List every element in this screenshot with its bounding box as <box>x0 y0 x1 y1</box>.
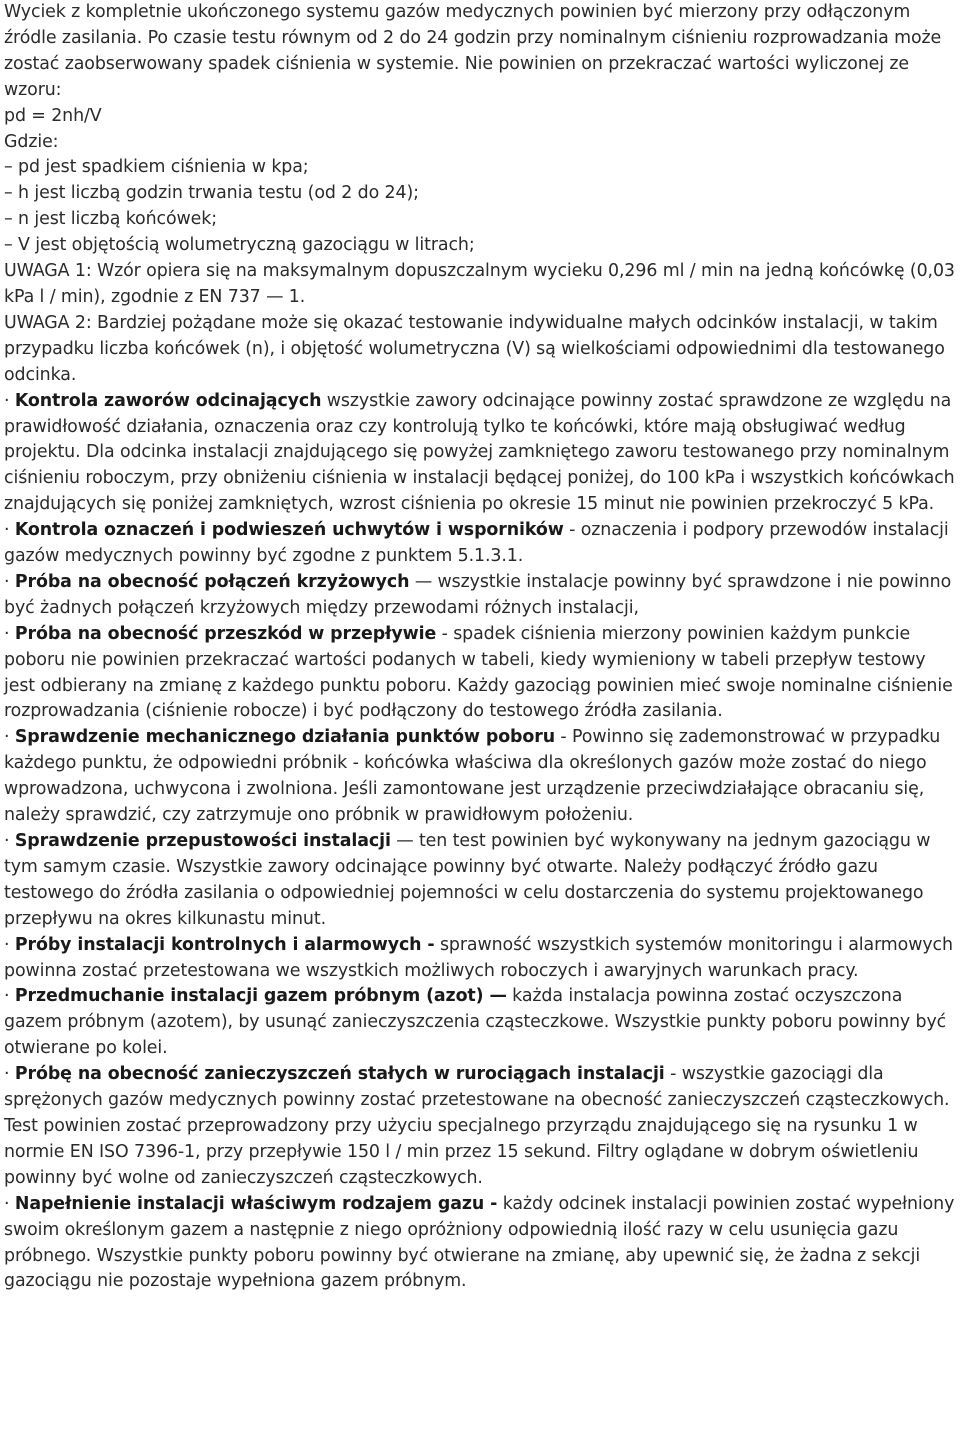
bullet: · <box>4 934 15 955</box>
section-text: - wszystkie gazociągi dla sprężonych gazów medycznych powinny zostać przetestowane na obecność zanieczyszczeń cząsteczkowych. Test powinien zostać przeprowadzony przy użyciu specjalnego przyrządu znajdującego się na rysunku 1 w normie EN ISO 7396-1, przy przepływie 150 l / min przez 15 sekund. Filtry oglądane w dobrym oświetleniu powinny być wolne od zanieczyszczeń cząsteczkowych. <box>4 1064 950 1188</box>
section-title: Kontrola oznaczeń i podwieszeń uchwytów i wsporników <box>14 520 564 541</box>
definition-h: – h jest liczbą godzin trwania testu (od 2 do 24); <box>4 183 419 204</box>
bullet: · <box>4 623 15 644</box>
section-title: Sprawdzenie przepustowości instalacji <box>14 831 391 851</box>
section-markings-supports <box>4 518 960 570</box>
bullet: · <box>4 390 15 411</box>
section-text: - oznaczenia i podpory przewodów instalacji gazów medycznych powinny być zgodne z punktem 5.1.3.1. <box>4 520 949 567</box>
section-flow-obstruction <box>4 622 960 726</box>
section-cross-connection <box>4 570 960 622</box>
section-text: sprawność wszystkich systemów monitoringu i alarmowych powinna zostać przetestowana we wszystkich możliwych roboczych i awaryjnych warunkach pracy. <box>4 934 953 981</box>
intro-paragraph: Wyciek z kompletnie ukończonego systemu gazów medycznych powinien być mierzony przy odłączonym źródle zasilania. Po czasie testu równym od 2 do 24 godzin przy nominalnym ciśnieniu rozprowadzania może zostać zaobserwowany spadek ciśnienia w systemie. Nie powinien on przekraczać wartości wyliczonej ze wzoru: <box>4 2 942 100</box>
section-title: Próbę na obecność zanieczyszczeń stałych w rurociągach instalacji <box>14 1064 665 1085</box>
section-capacity-check <box>4 829 960 933</box>
section-text: każdy odcinek instalacji powinien zostać wypełniony swoim określonym gazem a następnie z niego opróżniony odpowiednią ilość razy w celu usunięcia gazu próbnego. Wszystkie punkty poboru powinny być otwierane na zmianę, aby upewnić się, że żadna z sekcji gazociągu nie pozostaje wypełniona gazem próbnym. <box>4 1193 955 1292</box>
note-2: UWAGA 2: Bardziej pożądane może się okazać testowanie indywidualne małych odcinków instalacji, w takim przypadku liczba końcówek (n), i objętość wolumetryczna (V) są wielkościami odpowiednimi dla testowanego odcinka. <box>4 312 945 385</box>
section-text: wszystkie zawory odcinające powinny zostać sprawdzone ze względu na prawidłowość działania, oznaczenia oraz czy kontrolują tylko te końcówki, które mają obsługiwać według projektu. Dla odcinka instalacji znajdującego się powyżej zamkniętego zaworu testowanego przy nominalnym ciśnieniu roboczym, przy obniżeniu ciśnienia w instalacji będącej poniżej, do 100 kPa i wszystkich końcówkach znajdujących się poniżej zamkniętych, wzrost ciśnienia po okresie 15 minut nie powinien przekroczyć 5 kPa. <box>4 390 955 515</box>
formula: pd = 2nh/V <box>4 105 102 126</box>
section-text: — ten test powinien być wykonywany na jednym gazociągu w tym samym czasie. Wszystkie zawory odcinające powinny być otwarte. Należy podłączyć źródło gazu testowego do źródła zasilania o odpowiedniej pojemności w celu dostarczenia do systemu projektowanego przepływu na okres kilkunastu minut. <box>4 831 931 929</box>
section-title: Przedmuchanie instalacji gazem próbnym (azot) — <box>14 986 507 1007</box>
section-text: — wszystkie instalacje powinny być sprawdzone i nie powinno być żadnych połączeń krzyżowych między przewodami różnych instalacji, <box>4 571 952 618</box>
bullet: · <box>4 1193 15 1214</box>
bullet: · <box>4 986 15 1007</box>
section-title: Sprawdzenie mechanicznego działania punktów poboru <box>14 727 555 748</box>
section-text: - Powinno się zademonstrować w przypadku każdego punktu, że odpowiedni próbnik - końcówka właściwa dla określonych gazów może zostać do niego wprowadzona, uchwycona i zwolniona. Jeśli zamontowane jest urządzenie przeciwdziałające obracaniu się, należy sprawdzić, czy zatrzymuje ono próbnik w prawidłowym położeniu. <box>4 727 941 826</box>
bullet: · <box>4 831 15 851</box>
definition-pd: – pd jest spadkiem ciśnienia w kpa; <box>4 157 309 178</box>
bullet: · <box>4 727 15 748</box>
section-title: Próby instalacji kontrolnych i alarmowych - <box>14 934 435 955</box>
section-title: Próba na obecność połączeń krzyżowych <box>14 571 410 592</box>
section-alarm-tests <box>4 933 960 985</box>
section-title: Próba na obecność przeszkód w przepływie <box>14 623 437 644</box>
bullet: · <box>4 520 15 541</box>
section-gas-filling <box>4 1192 960 1296</box>
note-1: UWAGA 1: Wzór opiera się na maksymalnym dopuszczalnym wycieku 0,296 ml / min na jedną końcówkę (0,03 kPa l / min), zgodnie z EN 737 — 1. <box>4 261 955 307</box>
section-particulate-test <box>4 1062 960 1192</box>
section-text: każda instalacja powinna zostać oczyszczona gazem próbnym (azotem), by usunąć zanieczyszczenia cząsteczkowe. Wszystkie punkty poboru powinny być otwierane po kolei. <box>4 986 947 1059</box>
definition-n: – n jest liczbą końcówek; <box>4 209 217 230</box>
bullet: · <box>4 1064 15 1085</box>
where-label: Gdzie: <box>4 131 59 152</box>
bullet: · <box>4 571 15 592</box>
section-mechanical-check <box>4 725 960 829</box>
section-valve-control <box>4 389 960 519</box>
section-title: Napełnienie instalacji właściwym rodzajem gazu - <box>14 1193 498 1214</box>
section-text: - spadek ciśnienia mierzony powinien każdym punkcie poboru nie powinien przekraczać wartości podanych w tabeli, kiedy wymieniony w tabeli przepływ testowy jest odbierany na zmianę z każdego punktu poboru. Każdy gazociąg powinien mieć swoje nominalne ciśnienie rozprowadzania (ciśnienie robocze) i być podłączony do testowego źródła zasilania. <box>4 623 953 722</box>
definition-v: – V jest objętością wolumetryczną gazociągu w litrach; <box>4 235 475 256</box>
section-title: Kontrola zaworów odcinających <box>14 390 322 411</box>
section-purging <box>4 984 960 1062</box>
